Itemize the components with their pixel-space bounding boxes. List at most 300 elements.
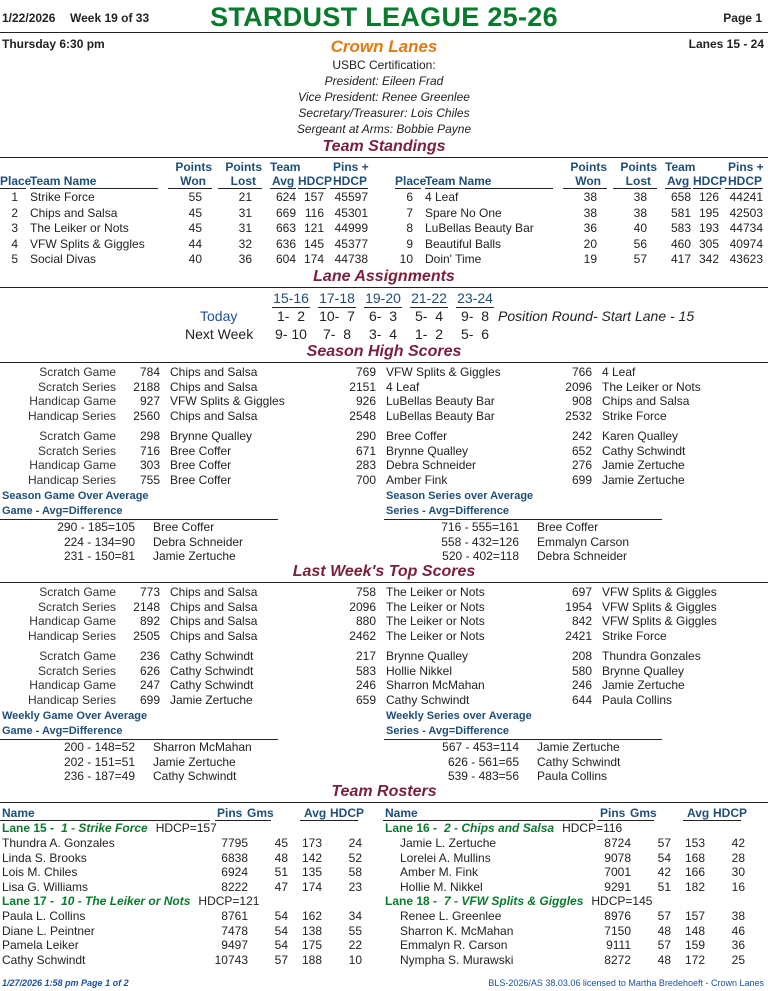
- roster-pins: 7795: [221, 836, 248, 850]
- score-value: 2462: [349, 628, 376, 643]
- over-average-bowler: Cathy Schwindt: [537, 754, 621, 769]
- roster-avg: 188: [301, 952, 322, 967]
- score-value: 2421: [565, 628, 592, 643]
- standing-points-lost: 32: [238, 236, 252, 251]
- roster-team-name: 2 - Chips and Salsa: [444, 821, 555, 835]
- roster-hdcp: 23: [348, 879, 362, 894]
- roster-pins: 8761: [221, 909, 248, 923]
- roster-games: 54: [657, 850, 671, 865]
- header-team-avg: Avg: [667, 174, 690, 188]
- header-pins: Pins +: [728, 160, 764, 174]
- score-value: 644: [571, 692, 592, 707]
- roster-games: 51: [274, 865, 288, 879]
- over-average-title: Season Game Over Average: [2, 490, 149, 502]
- roster-avg: 172: [684, 952, 705, 967]
- over-average-calc: 236 - 187=49: [63, 769, 135, 783]
- score-name: VFW Splits & Giggles: [170, 394, 285, 408]
- score-value: 303: [139, 458, 160, 472]
- over-average-calc: 231 - 150=81: [63, 549, 135, 563]
- roster-pins: 8724: [604, 836, 631, 850]
- standing-points-won: 55: [188, 190, 202, 204]
- over-average-title: Weekly Game Over Average: [2, 710, 148, 722]
- standing-pins: 42503: [729, 205, 763, 220]
- roster-hdcp: 52: [348, 850, 362, 865]
- roster-pins: 10743: [214, 952, 248, 967]
- over-average-calc: 224 - 134=90: [63, 534, 135, 549]
- header-points-lost: Lost: [625, 174, 651, 188]
- roster-hdcp: 10: [348, 952, 362, 967]
- score-value: 842: [571, 614, 592, 628]
- standing-pins: 45301: [334, 205, 368, 220]
- standing-points-won: 45: [188, 221, 202, 235]
- score-value: 247: [139, 678, 160, 692]
- roster-bowler-name: Pamela Leiker: [2, 938, 79, 952]
- standing-place: 2: [11, 205, 18, 220]
- header-underline: [0, 188, 26, 189]
- header-underline: [298, 188, 326, 189]
- header-points-lost: Points: [620, 160, 657, 174]
- roster-avg: 138: [301, 923, 322, 938]
- roster-avg: 159: [684, 938, 705, 952]
- score-value: 784: [139, 365, 160, 379]
- score-name: Paula Collins: [602, 692, 673, 707]
- roster-bowler-name: Paula L. Collins: [2, 909, 86, 923]
- score-category-label: Handicap Series: [27, 692, 116, 707]
- roster-games: 48: [274, 850, 288, 865]
- score-name: Chips and Salsa: [170, 599, 258, 614]
- score-name: Brynne Qualley: [386, 649, 469, 663]
- score-value: 2548: [349, 408, 376, 423]
- standing-hdcp: 116: [304, 205, 324, 220]
- header-points-lost: Lost: [230, 174, 256, 188]
- standing-pins: 45597: [334, 190, 368, 204]
- roster-lane: Lane 16 -: [385, 821, 438, 835]
- score-name: VFW Splits & Giggles: [602, 614, 717, 628]
- roster-hdcp: 34: [348, 909, 362, 923]
- next-week-matchup: 5- 6: [460, 326, 489, 342]
- over-average-bowler: Paula Collins: [537, 769, 608, 783]
- score-value: 246: [571, 678, 592, 692]
- score-value: 208: [571, 649, 592, 663]
- standing-hdcp: 121: [303, 221, 324, 235]
- roster-pins: 9497: [221, 938, 248, 952]
- roster-bowler-name: Amber M. Fink: [400, 865, 479, 879]
- score-name: Cathy Schwindt: [602, 443, 686, 458]
- standing-hdcp: 157: [303, 190, 324, 204]
- standing-team-avg: 669: [275, 205, 296, 220]
- score-category-label: Scratch Series: [37, 599, 116, 614]
- score-value: 583: [355, 663, 376, 678]
- roster-hdcp: 28: [731, 850, 745, 865]
- header-hdcp: HDCP: [298, 174, 333, 188]
- header-points-won: Won: [180, 174, 206, 188]
- score-category-label: Handicap Game: [29, 678, 116, 692]
- standing-hdcp: 145: [303, 236, 324, 251]
- next-week-matchup: 3- 4: [368, 326, 397, 342]
- over-average-bowler: Jamie Zertuche: [537, 740, 620, 754]
- roster-header-games: Gms: [630, 806, 657, 820]
- header-underline: [395, 188, 421, 189]
- standing-pins: 43623: [729, 252, 763, 266]
- next-week-matchup: 1- 2: [414, 326, 443, 342]
- score-category-label: Scratch Series: [37, 379, 116, 394]
- roster-hdcp: 46: [731, 923, 745, 938]
- roster-pins: 9078: [604, 850, 631, 865]
- roster-hdcp: 25: [731, 952, 745, 967]
- score-value: 217: [355, 649, 376, 663]
- roster-hdcp: 42: [731, 836, 745, 850]
- score-name: VFW Splits & Giggles: [602, 599, 717, 614]
- score-category-label: Scratch Game: [39, 429, 116, 443]
- score-name: Bree Coffer: [170, 458, 232, 472]
- score-name: The Leiker or Nots: [386, 628, 485, 643]
- report-date: 1/22/2026: [2, 11, 56, 25]
- header-points-lost: Points: [225, 160, 262, 174]
- header-underline: [725, 188, 763, 189]
- score-name: Bree Coffer: [170, 443, 232, 458]
- score-value: 652: [571, 443, 592, 458]
- standing-hdcp: 305: [698, 236, 719, 251]
- score-value: 659: [355, 692, 376, 707]
- score-category-label: Handicap Series: [27, 408, 116, 423]
- standing-points-won: 38: [583, 190, 597, 204]
- standing-place: 4: [11, 236, 18, 251]
- standing-team-avg: 604: [275, 252, 296, 266]
- today-matchup: 10- 7: [319, 308, 355, 324]
- score-value: 716: [139, 443, 160, 458]
- score-value: 700: [355, 472, 376, 487]
- score-value: 697: [571, 585, 592, 599]
- standing-points-lost: 38: [633, 190, 647, 204]
- score-name: Cathy Schwindt: [386, 692, 470, 707]
- header-underline: [218, 188, 262, 189]
- header-points-won: Points: [175, 160, 212, 174]
- score-name: Chips and Salsa: [170, 585, 258, 599]
- score-name: Bree Coffer: [170, 472, 232, 487]
- standing-pins: 44738: [334, 252, 368, 266]
- roster-bowler-name: Hollie M. Nikkel: [400, 879, 483, 894]
- lane-pair-header: 19-20: [365, 290, 401, 306]
- score-name: Strike Force: [602, 628, 667, 643]
- score-value: 2560: [133, 408, 160, 423]
- score-name: Bree Coffer: [386, 429, 448, 443]
- over-average-calc: 716 - 555=161: [441, 520, 519, 534]
- score-name: Brynne Qualley: [386, 443, 469, 458]
- score-category-label: Handicap Game: [29, 614, 116, 628]
- officer-line: President: Eileen Frad: [324, 74, 444, 88]
- score-name: Sharron McMahan: [386, 678, 485, 692]
- header-underline: [270, 188, 296, 189]
- roster-pins: 7478: [221, 923, 248, 938]
- standing-place: 1: [11, 190, 18, 204]
- roster-bowler-name: Cathy Schwindt: [2, 952, 86, 967]
- roster-games: 45: [274, 836, 288, 850]
- score-name: Jamie Zertuche: [602, 678, 685, 692]
- roster-team-header: [385, 894, 652, 908]
- lane-pair-header: 15-16: [273, 290, 309, 306]
- last-week-rule: [0, 582, 768, 583]
- over-average-subtitle: Game - Avg=Difference: [2, 725, 123, 737]
- standing-place: 7: [406, 205, 413, 220]
- score-name: Cathy Schwindt: [170, 678, 254, 692]
- standing-team-avg: 581: [670, 205, 691, 220]
- roster-games: 57: [657, 909, 671, 923]
- lane-pair-header: 21-22: [411, 290, 447, 306]
- roster-team-name: 7 - VFW Splits & Giggles: [444, 894, 584, 908]
- score-name: The Leiker or Nots: [386, 599, 485, 614]
- score-name: 4 Leaf: [386, 379, 420, 394]
- footer-license: BLS-2026/AS 38.03.06 licensed to Martha Bredehoeft - Crown Lanes: [488, 978, 764, 988]
- score-name: VFW Splits & Giggles: [386, 365, 501, 379]
- score-name: Thundra Gonzales: [602, 649, 701, 663]
- header-team-avg: Team: [665, 160, 696, 174]
- over-average-calc: 539 - 483=56: [447, 769, 519, 783]
- score-value: 766: [571, 365, 592, 379]
- over-average-subtitle: Series - Avg=Difference: [386, 505, 509, 517]
- standing-points-lost: 40: [633, 221, 647, 235]
- season-rule: [0, 362, 768, 363]
- officer-line: Sergeant at Arms: Bobbie Payne: [296, 122, 472, 136]
- standing-points-lost: 36: [238, 252, 252, 266]
- score-value: 892: [139, 614, 160, 628]
- roster-team-name: 10 - The Leiker or Nots: [61, 894, 191, 908]
- score-value: 2096: [349, 599, 376, 614]
- standing-pins: 45377: [334, 236, 368, 251]
- standing-points-lost: 56: [633, 236, 647, 251]
- score-name: Jamie Zertuche: [602, 458, 685, 472]
- standing-team-avg: 663: [275, 221, 296, 235]
- standing-place: 5: [11, 252, 18, 266]
- roster-team-name: 1 - Strike Force: [61, 821, 148, 835]
- roster-pins: 9111: [606, 938, 631, 952]
- header-underline: [665, 188, 691, 189]
- roster-lane: Lane 15 -: [2, 821, 55, 835]
- header-pins: Pins +: [333, 160, 369, 174]
- roster-header-avg: Avg: [687, 806, 710, 820]
- score-name: Jamie Zertuche: [602, 472, 685, 487]
- roster-games: 48: [657, 952, 671, 967]
- over-average-calc: 200 - 148=52: [63, 740, 135, 754]
- score-category-label: Handicap Series: [27, 628, 116, 643]
- score-value: 276: [571, 458, 592, 472]
- standing-points-lost: 57: [633, 252, 647, 266]
- lanes-rule: [0, 287, 768, 288]
- score-name: Brynne Qualley: [170, 429, 253, 443]
- roster-header-underline: [300, 820, 358, 821]
- score-value: 769: [355, 365, 376, 379]
- standing-hdcp: 195: [698, 205, 719, 220]
- over-average-bowler: Bree Coffer: [537, 520, 599, 534]
- rosters-rule: [0, 802, 768, 803]
- roster-bowler-name: Emmalyn R. Carson: [400, 938, 508, 952]
- next-week-matchup: 7- 8: [322, 326, 351, 342]
- roster-avg: 173: [301, 836, 322, 850]
- center-name: Crown Lanes: [330, 37, 438, 56]
- lanes-range: Lanes 15 - 24: [688, 37, 764, 51]
- lane-assignments-title: Lane Assignments: [313, 268, 455, 285]
- roster-avg: 157: [684, 909, 705, 923]
- score-value: 773: [139, 585, 160, 599]
- header-pins: HDCP: [728, 174, 763, 188]
- roster-header-name: Name: [385, 806, 418, 820]
- roster-team-hdcp: HDCP=121: [198, 894, 260, 908]
- standing-team-name: LuBellas Beauty Bar: [425, 221, 534, 235]
- score-category-label: Scratch Game: [39, 365, 116, 379]
- over-average-bowler: Debra Schneider: [537, 549, 628, 563]
- roster-hdcp: 30: [731, 865, 745, 879]
- roster-bowler-name: Lois M. Chiles: [2, 865, 78, 879]
- standing-pins: 44999: [334, 221, 368, 235]
- over-average-bowler: Sharron McMahan: [153, 740, 252, 754]
- standing-team-avg: 460: [670, 236, 691, 251]
- header-team-avg: Avg: [272, 174, 295, 188]
- roster-hdcp: 22: [348, 938, 362, 952]
- score-name: The Leiker or Nots: [386, 585, 485, 599]
- header-underline: [425, 188, 553, 189]
- score-value: 908: [571, 394, 592, 408]
- roster-games: 57: [274, 952, 288, 967]
- header-underline: [613, 188, 657, 189]
- today-matchup: 6- 3: [368, 308, 397, 324]
- roster-games: 57: [657, 938, 671, 952]
- roster-hdcp: 36: [731, 938, 745, 952]
- standings-rule: [0, 157, 768, 158]
- score-category-label: Handicap Series: [27, 472, 116, 487]
- roster-pins: 7001: [604, 865, 631, 879]
- roster-games: 42: [657, 865, 671, 879]
- score-category-label: Scratch Game: [39, 585, 116, 599]
- roster-header-hdcp: HDCP: [330, 806, 365, 820]
- standing-place: 10: [399, 252, 413, 266]
- header-place: Place: [0, 174, 32, 188]
- league-title: STARDUST LEAGUE 25-26: [210, 2, 558, 32]
- standing-points-lost: 38: [633, 205, 647, 220]
- standing-points-won: 44: [188, 236, 202, 251]
- over-average-subtitle: Game - Avg=Difference: [2, 505, 123, 517]
- officer-line: Vice President: Renee Greenlee: [298, 90, 470, 104]
- standing-points-won: 40: [188, 252, 202, 266]
- roster-avg: 168: [684, 850, 705, 865]
- standing-hdcp: 174: [303, 252, 324, 266]
- score-value: 671: [355, 443, 376, 458]
- roster-lane: Lane 17 -: [2, 894, 55, 908]
- next-week-label: Next Week: [185, 326, 254, 342]
- standing-pins: 44241: [729, 190, 763, 204]
- roster-hdcp: 24: [348, 836, 362, 850]
- roster-avg: 174: [301, 879, 322, 894]
- roster-games: 48: [657, 923, 671, 938]
- roster-bowler-name: Sharron K. McMahan: [400, 923, 514, 938]
- last-week-title: Last Week's Top Scores: [292, 563, 476, 580]
- score-name: Chips and Salsa: [170, 628, 258, 643]
- score-value: 236: [139, 649, 160, 663]
- over-average-calc: 290 - 185=105: [57, 520, 135, 534]
- score-value: 699: [139, 692, 160, 707]
- header-team-name: Team Name: [30, 174, 97, 188]
- roster-header-avg: Avg: [304, 806, 327, 820]
- header-points-won: Won: [575, 174, 601, 188]
- score-name: Chips and Salsa: [602, 394, 690, 408]
- roster-games: 54: [274, 909, 288, 923]
- over-average-calc: 520 - 402=118: [442, 549, 519, 563]
- over-average-bowler: Bree Coffer: [153, 520, 215, 534]
- roster-avg: 182: [684, 879, 705, 894]
- score-name: Chips and Salsa: [170, 379, 258, 394]
- standing-team-avg: 417: [670, 252, 691, 266]
- roster-team-header: [2, 894, 259, 908]
- roster-pins: 7150: [604, 923, 631, 938]
- score-value: 246: [355, 678, 376, 692]
- today-matchup: 5- 4: [414, 308, 443, 324]
- standing-pins: 40974: [729, 236, 763, 251]
- header-underline: [168, 188, 212, 189]
- header-points-won: Points: [570, 160, 607, 174]
- day-time: Thursday 6:30 pm: [2, 37, 105, 51]
- roster-pins: 8272: [604, 952, 631, 967]
- roster-hdcp: 55: [348, 923, 362, 938]
- roster-hdcp: 16: [731, 879, 745, 894]
- standing-points-won: 36: [583, 221, 597, 235]
- score-value: 283: [355, 458, 376, 472]
- roster-games: 54: [274, 923, 288, 938]
- score-name: Hollie Nikkel: [386, 663, 453, 678]
- standing-team-name: Spare No One: [425, 205, 502, 220]
- standing-points-lost: 31: [238, 205, 252, 220]
- header-team-name: Team Name: [425, 174, 492, 188]
- over-average-bowler: Jamie Zertuche: [153, 549, 236, 563]
- score-value: 580: [571, 663, 592, 678]
- roster-avg: 175: [301, 938, 322, 952]
- score-value: 880: [355, 614, 376, 628]
- roster-avg: 166: [684, 865, 705, 879]
- page-number: Page 1: [723, 11, 762, 25]
- standing-points-won: 19: [583, 252, 597, 266]
- score-name: VFW Splits & Giggles: [602, 585, 717, 599]
- roster-bowler-name: Renee L. Greenlee: [400, 909, 502, 923]
- score-name: Cathy Schwindt: [170, 649, 254, 663]
- lane-pair-header: 23-24: [457, 290, 493, 306]
- standing-team-name: Social Divas: [30, 252, 97, 266]
- score-value: 298: [139, 429, 160, 443]
- score-name: Brynne Qualley: [602, 663, 685, 678]
- score-name: Strike Force: [602, 408, 667, 423]
- roster-team-hdcp: HDCP=145: [591, 894, 653, 908]
- standing-hdcp: 193: [698, 221, 719, 235]
- score-name: Chips and Salsa: [170, 408, 258, 423]
- score-value: 699: [571, 472, 592, 487]
- score-name: LuBellas Beauty Bar: [386, 394, 495, 408]
- rosters-title: Team Rosters: [331, 783, 437, 800]
- over-average-calc: 626 - 561=65: [447, 754, 519, 769]
- score-name: Amber Fink: [386, 472, 448, 487]
- roster-bowler-name: Lisa G. Williams: [2, 879, 89, 894]
- over-average-bowler: Cathy Schwindt: [153, 769, 237, 783]
- score-category-label: Handicap Game: [29, 458, 116, 472]
- today-matchup: 1- 2: [276, 308, 305, 324]
- over-average-bowler: Emmalyn Carson: [537, 534, 630, 549]
- standing-team-name: The Leiker or Nots: [30, 221, 129, 235]
- header-underline: [30, 188, 158, 189]
- roster-avg: 135: [301, 865, 322, 879]
- over-average-bowler: Debra Schneider: [153, 534, 244, 549]
- position-round-note: Position Round- Start Lane - 15: [498, 308, 695, 324]
- standing-team-name: 4 Leaf: [425, 190, 459, 204]
- roster-team-hdcp: HDCP=157: [155, 821, 217, 835]
- roster-bowler-name: Linda S. Brooks: [2, 850, 87, 865]
- roster-hdcp: 38: [731, 909, 745, 923]
- score-value: 758: [355, 585, 376, 599]
- score-name: LuBellas Beauty Bar: [386, 408, 495, 423]
